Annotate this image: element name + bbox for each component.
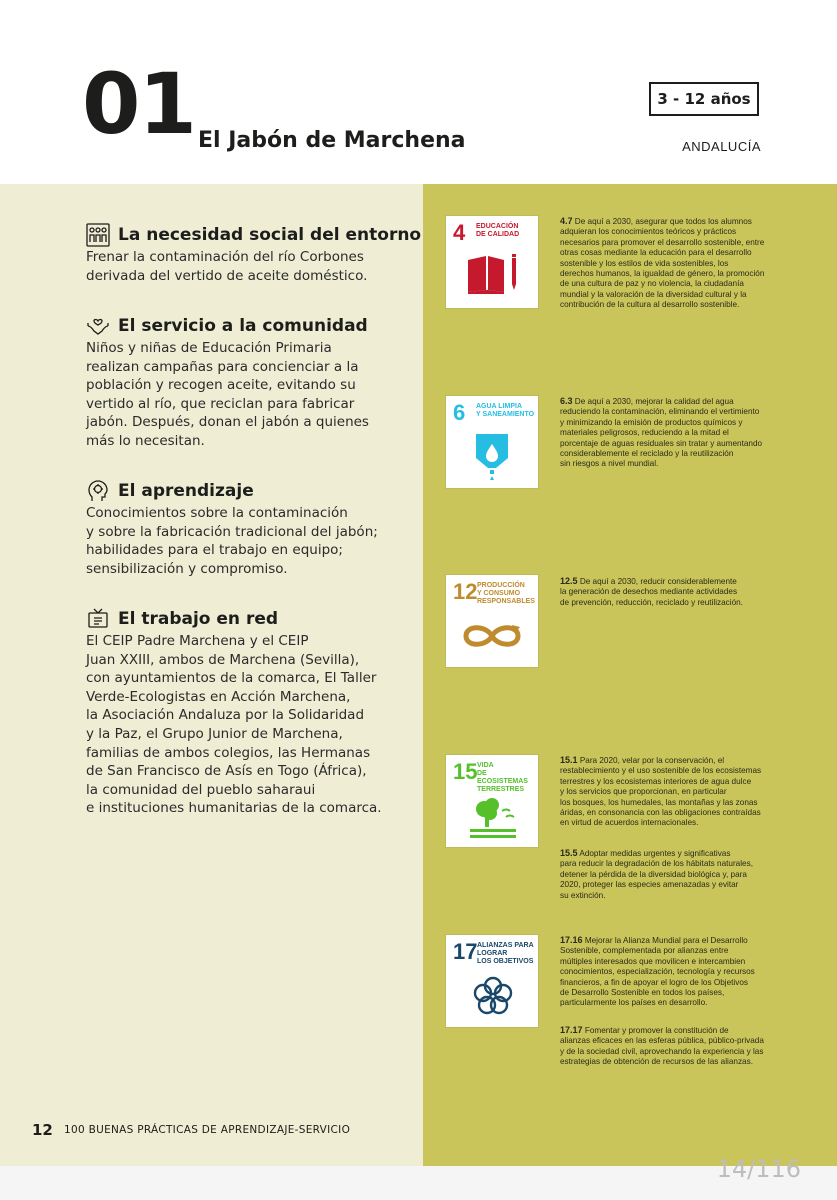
sdg-tile-6	[446, 396, 538, 488]
book-title: 100 BUENAS PRÁCTICAS DE APRENDIZAJE-SERVICIO	[64, 1124, 351, 1136]
body-line: y sobre la fabricación tradicional del jabón;	[86, 523, 378, 540]
sdg-name-line: ALIANZAS PARA	[477, 942, 534, 949]
sdg-name	[477, 942, 534, 966]
body-line: Frenar la contaminación del río Corbones	[86, 249, 364, 265]
target-line: estrategias de obtención de recursos de las alianzas.	[560, 1057, 753, 1067]
sdg-name-line: DE ECOSISTEMAS	[477, 770, 528, 785]
body-line: sensibilización y compromiso.	[86, 560, 288, 577]
target-line: De aquí a 2030, mejorar la calidad del agua	[574, 397, 734, 406]
section-social-need	[86, 222, 422, 285]
age-range-badge: 3 - 12 años	[649, 82, 759, 116]
target-line: De aquí a 2030, asegurar que todos los alumnos	[574, 217, 752, 226]
sdg-name-line: AGUA LIMPIA	[476, 403, 523, 410]
target-line: Para 2020, velar por la conservación, el	[579, 756, 725, 765]
target-line: financieros, a fin de apoyar el logro de los Objetivos	[560, 977, 748, 987]
target-line: de prevención, reducción, reciclado y reutilización.	[560, 597, 743, 607]
target-line: particularmente los países en desarrollo.	[560, 998, 708, 1008]
target-line: de Desarrollo Sostenible en todos los países,	[560, 988, 725, 998]
target-line: necesarios para promover el desarrollo sostenible, entre	[560, 237, 765, 247]
target-line: y de la sociedad civil, aprovechando la experiencia y las	[560, 1046, 764, 1056]
section-title: El servicio a la comunidad	[118, 316, 368, 336]
target-line: los bosques, los humedales, las montañas y las zonas	[560, 797, 758, 807]
target-15-1	[560, 755, 772, 829]
target-15-5	[560, 848, 772, 901]
target-line: Sostenible, complementada por alianzas entre	[560, 946, 729, 956]
sdg-name-line: Y CONSUMO	[477, 590, 521, 597]
page-indicator: 14/116	[716, 1155, 801, 1183]
sdg-number: 15	[453, 759, 478, 784]
target-code: 12.5	[560, 576, 578, 586]
page-header	[0, 0, 837, 184]
body-line: vertido al río, que reciclan para fabricar	[86, 395, 355, 412]
target-4-7	[560, 216, 772, 311]
target-17-17	[560, 1025, 772, 1068]
section-network	[86, 606, 406, 818]
body-line: la Asociación Andaluza por la Solidaridad	[86, 707, 365, 724]
head-brain-icon	[86, 479, 110, 503]
target-line: áridas, en consonancia con las obligaciones contraídas	[560, 808, 761, 818]
sdg-number: 6	[453, 400, 466, 425]
target-line: De aquí a 2030, reducir considerablemente	[579, 577, 737, 586]
sdg-name-line: Y SANEAMIENTO	[476, 411, 535, 418]
sdg-name	[476, 403, 534, 419]
target-line: detener la pérdida de la diversidad biológica y, para	[560, 869, 747, 879]
section-body	[86, 504, 406, 578]
target-line: y minimizando la emisión de productos químicos y	[560, 417, 743, 427]
target-line: múltiples interesados que movilicen e intercambien	[560, 956, 746, 966]
target-line: en virtud de acuerdos internacionales.	[560, 818, 699, 828]
section-body	[86, 632, 406, 818]
sdg-number: 12	[453, 579, 478, 604]
target-code: 4.7	[560, 216, 573, 226]
body-line: Juan XXIII, ambos de Marchena (Sevilla),	[86, 651, 360, 668]
target-line: restablecimiento y el uso sostenible de los ecosistemas	[560, 766, 762, 776]
section-body	[86, 339, 406, 451]
body-line: con ayuntamientos de la comarca, El Taller	[86, 670, 377, 687]
body-line: de San Francisco de Asís en Togo (África),	[86, 763, 367, 780]
practice-title: El Jabón de Marchena	[198, 128, 466, 153]
body-line: jabón. Después, donan el jabón a quienes	[86, 414, 369, 431]
body-line: y la Paz, el Grupo Junior de Marchena,	[86, 725, 343, 742]
target-line: derechos humanos, la igualdad de género, la promoción	[560, 269, 765, 279]
target-line: contribución de la cultura al desarrollo sostenible.	[560, 300, 740, 310]
target-line: alianzas eficaces en las esferas pública, público-privada	[560, 1036, 764, 1046]
sdg-name-line: LOGRAR	[477, 950, 508, 957]
sdg-name-line: RESPONSABLES	[477, 598, 535, 605]
flower-rings-icon	[472, 975, 514, 1017]
target-line: para reducir la degradación de los hábitats naturales,	[560, 859, 753, 869]
target-line: materiales peligrosos, reduciendo a la mitad el	[560, 428, 729, 438]
sdg-name	[477, 762, 538, 794]
body-line: más lo necesitan.	[86, 432, 205, 449]
target-code: 15.5	[560, 848, 578, 858]
sdg-name-line: EDUCACIÓN	[476, 223, 519, 230]
target-line: porcentaje de aguas residuales sin tratar y aumentando	[560, 438, 763, 448]
sdg-name-line: DE CALIDAD	[476, 231, 520, 238]
sdg-tile-4	[446, 216, 538, 308]
hands-heart-icon	[86, 314, 110, 338]
body-line: la comunidad del pueblo saharaui	[86, 781, 316, 798]
target-12-5	[560, 576, 772, 608]
sdg-name	[477, 582, 535, 606]
target-line: su extinción.	[560, 890, 606, 900]
sdg-tile-12	[446, 575, 538, 667]
infinity-icon	[460, 619, 524, 653]
target-line: Mejorar la Alianza Mundial para el Desarrollo	[584, 936, 748, 945]
target-6-3	[560, 396, 772, 470]
target-code: 6.3	[560, 396, 573, 406]
section-body	[86, 248, 406, 285]
target-line: de una cultura de paz y no violencia, la ciudadanía	[560, 279, 744, 289]
sdg-number: 4	[453, 220, 466, 245]
section-community-service	[86, 313, 406, 451]
body-line: El CEIP Padre Marchena y el CEIP	[86, 633, 309, 649]
sdg-tile-17	[446, 935, 538, 1027]
body-line: habilidades para el trabajo en equipo;	[86, 542, 343, 559]
target-line: conocimientos, especialización, tecnología y recursos	[560, 967, 755, 977]
sdg-name	[476, 223, 519, 239]
target-line: sin riesgos a nivel mundial.	[560, 459, 659, 469]
target-line: terrestres y los ecosistemas interiores de agua dulce	[560, 776, 752, 786]
target-line: mundial y la valoración de la diversidad cultural y la	[560, 289, 747, 299]
target-code: 17.16	[560, 935, 583, 945]
section-learning	[86, 478, 406, 578]
sdg-name-line: LOS OBJETIVOS	[477, 958, 534, 965]
practice-number: 01	[82, 55, 195, 153]
viewer-bottom-bar	[0, 1166, 837, 1200]
community-icon	[86, 223, 110, 247]
target-line: reduciendo la contaminación, eliminando el vertimiento	[560, 407, 760, 417]
body-line: e instituciones humanitarias de la comarca.	[86, 800, 382, 817]
target-line: sostenible y los estilos de vida sostenibles, los	[560, 258, 729, 268]
target-line: la generación de desechos mediante actividades	[560, 587, 738, 597]
region-label: ANDALUCÍA	[682, 139, 761, 154]
target-line: otras cosas mediante la educación para el desarrollo	[560, 248, 752, 258]
target-line: Fomentar y promover la constitución de	[584, 1026, 729, 1035]
target-line: adquieran los conocimientos teóricos y prácticos	[560, 227, 737, 237]
body-line: familias de ambos colegios, las Hermanas	[86, 744, 371, 761]
sdg-number: 17	[453, 939, 478, 964]
water-drop-icon	[472, 432, 512, 482]
body-line: realizan campañas para concienciar a la	[86, 358, 359, 375]
section-title: El aprendizaje	[118, 481, 254, 501]
section-title: El trabajo en red	[118, 609, 279, 629]
sdg-name-line: VIDA	[477, 762, 494, 769]
sdg-name-line: PRODUCCIÓN	[477, 582, 525, 589]
sdg-name-line: TERRESTRES	[477, 786, 525, 793]
body-line: Conocimientos sobre la contaminación	[86, 505, 348, 521]
body-line: Verde-Ecologistas en Acción Marchena,	[86, 688, 351, 705]
book-pencil-icon	[464, 252, 524, 296]
target-line: 2020, proteger las especies amenazadas y evitar	[560, 880, 739, 890]
body-line: población y recogen aceite, evitando su	[86, 377, 356, 394]
tree-icon	[468, 797, 520, 839]
body-line: derivada del vertido de aceite doméstico.	[86, 267, 368, 284]
page-number: 12	[32, 1121, 53, 1139]
target-code: 17.17	[560, 1025, 583, 1035]
target-17-16	[560, 935, 772, 1009]
target-line: considerablemente el reciclado y la reutilización	[560, 449, 734, 459]
target-line: y los servicios que proporcionan, en particular	[560, 787, 727, 797]
target-line: Adoptar medidas urgentes y significativas	[579, 849, 731, 858]
body-line: Niños y niñas de Educación Primaria	[86, 340, 332, 356]
section-title: La necesidad social del entorno	[118, 225, 422, 245]
target-code: 15.1	[560, 755, 578, 765]
sdg-tile-15	[446, 755, 538, 847]
network-icon	[86, 607, 110, 631]
